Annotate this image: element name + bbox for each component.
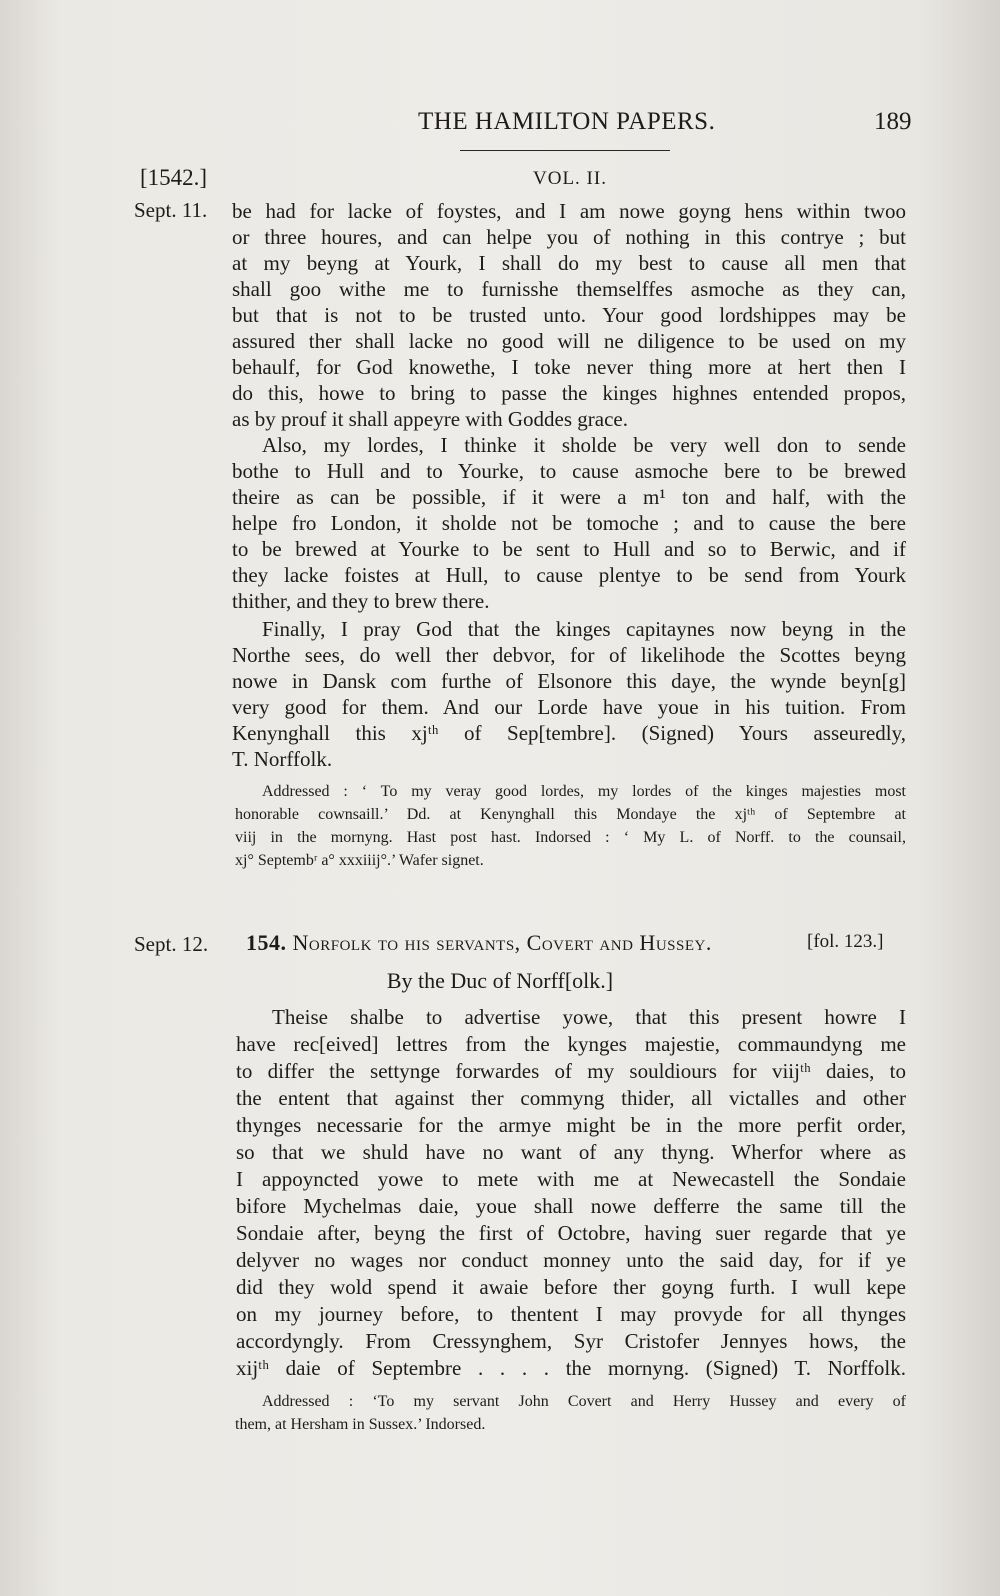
text-line: Kenynghall this xjᵗʰ of Sep[tembre]. (Signed) Yours asseuredly, xyxy=(232,721,906,745)
text-line: but that is not to be trusted unto. Your good lordshippes may be xyxy=(232,303,906,327)
text-line: behaulf, for God knowethe, I toke never thing more at hert then I xyxy=(232,355,906,379)
text-line: or three houres, and can helpe you of nothing in this contrye ; but xyxy=(232,225,906,249)
address-line: them, at Hersham in Sussex.’ Indorsed. xyxy=(235,1416,486,1433)
address-line: viij in the mornyng. Hast post hast. Indorsed : ‘ My L. of Norff. to the counsail, xyxy=(235,829,906,846)
letter-154-heading xyxy=(246,930,712,956)
text-line: at my beyng at Yourk, I shall do my best to cause all men that xyxy=(232,251,906,275)
volume-label: VOL. II. xyxy=(533,168,607,189)
text-line: they lacke foistes at Hull, to cause plentye to be send from Yourk xyxy=(232,563,906,587)
margin-date-sept-12: Sept. 12. xyxy=(134,932,209,956)
text-line: the entent that against ther commyng thider, all victalles and other xyxy=(236,1086,906,1110)
text-line: on my journey before, to thentent I may provyde for all thynges xyxy=(236,1302,906,1326)
head-rule xyxy=(460,150,670,151)
text-line: to be brewed at Yourke to be sent to Hull and so to Berwic, and if xyxy=(232,537,906,561)
text-line: have rec[eived] lettres from the kynges majestie, commaundyng me xyxy=(236,1032,906,1056)
text-line: xijᵗʰ daie of Septembre . . . . the mornyng. (Signed) T. Norffolk. xyxy=(236,1356,906,1380)
text-line: to differ the settynge forwardes of my souldiours for viijᵗʰ daies, to xyxy=(236,1059,906,1083)
margin-date-sept-11: Sept. 11. xyxy=(134,198,208,222)
text-line: be had for lacke of foystes, and I am nowe goyng hens within twoo xyxy=(232,199,906,223)
text-line: so that we shuld have no want of any thyng. Wherfor where as xyxy=(236,1140,906,1164)
folio-reference: [fol. 123.] xyxy=(807,931,884,952)
text-line: accordyngly. From Cressynghem, Syr Cristofer Jennyes hows, the xyxy=(236,1329,906,1353)
running-head-title: THE HAMILTON PAPERS. xyxy=(418,108,716,135)
text-line: T. Norffolk. xyxy=(232,747,333,771)
text-line: thither, and they to brew there. xyxy=(232,589,490,613)
text-line: as by prouf it shall appeyre with Goddes grace. xyxy=(232,407,628,431)
letter-title: Norfolk to his servants, Covert and Hussey. xyxy=(292,930,712,955)
address-line: Addressed : ‘To my servant John Covert and Herry Hussey and every of xyxy=(262,1393,906,1410)
address-line: Addressed : ‘ To my veray good lordes, my lordes of the kinges majesties most xyxy=(262,783,906,800)
text-line: I appoyncted yowe to mete with me at Newecastell the Sondaie xyxy=(236,1167,906,1191)
address-line: honorable cownsaill.’ Dd. at Kenynghall this Mondaye the xjᵗʰ of Septembre at xyxy=(235,806,906,823)
byline: By the Duc of Norff[olk.] xyxy=(386,968,614,993)
text-line: do this, howe to bring to passe the kinges highnes entended propos, xyxy=(232,381,906,405)
page-number: 189 xyxy=(874,108,912,135)
year-label: [1542.] xyxy=(140,165,208,190)
text-line: bothe to Hull and to Yourke, to cause asmoche bere to be brewed xyxy=(232,459,906,483)
running-head xyxy=(0,108,1000,148)
text-line: Also, my lordes, I thinke it sholde be very well don to sende xyxy=(262,433,906,457)
text-line: Theise shalbe to advertise yowe, that this present howre I xyxy=(272,1005,906,1029)
text-line: nowe in Dansk com furthe of Elsonore this daye, the wynde beyn[g] xyxy=(232,669,906,693)
text-line: Northe sees, do well ther debvor, for of likelihode the Scottes beyng xyxy=(232,643,906,667)
text-line: bifore Mychelmas daie, youe shall nowe defferre the same till the xyxy=(236,1194,906,1218)
letter-number: 154. xyxy=(246,930,287,955)
text-line: assured ther shall lacke no good will ne diligence to be used on my xyxy=(232,329,906,353)
text-line: Sondaie after, beyng the first of Octobre, having suer regarde that ye xyxy=(236,1221,906,1245)
text-line: helpe fro London, it sholde not be tomoche ; and to cause the bere xyxy=(232,511,906,535)
text-line: thynges necessarie for the armye might be in the more perfit order, xyxy=(236,1113,906,1137)
text-line: did they wold spend it awaie before ther goyng furth. I wull kepe xyxy=(236,1275,906,1299)
text-line: delyver no wages nor conduct monney unto the said day, for if ye xyxy=(236,1248,906,1272)
text-line: very good for them. And our Lorde have youe in his tuition. From xyxy=(232,695,906,719)
text-line: shall goo withe me to furnisshe themselffes asmoche as they can, xyxy=(232,277,906,301)
address-line: xj° Septembʳ a° xxxiiij°.’ Wafer signet. xyxy=(235,852,484,869)
text-line: Finally, I pray God that the kinges capitaynes now beyng in the xyxy=(262,617,906,641)
text-line: theire as can be possible, if it were a m¹ ton and half, with the xyxy=(232,485,906,509)
